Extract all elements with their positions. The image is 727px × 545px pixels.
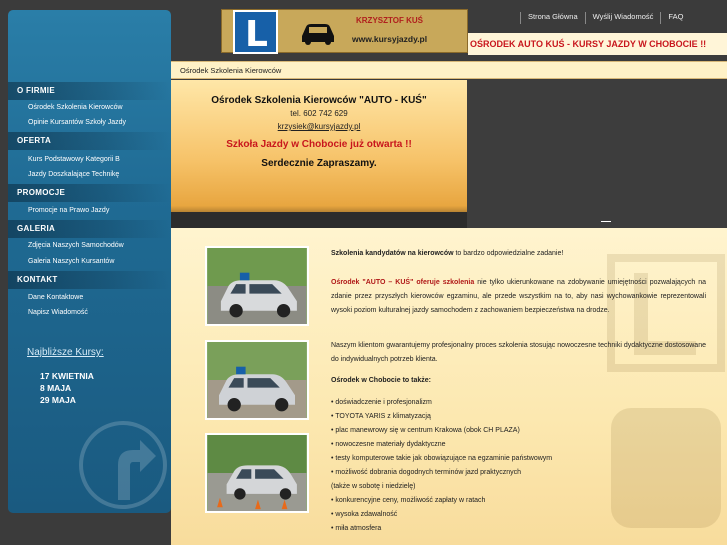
banner-phone: tel. 602 742 629 (290, 109, 348, 118)
list-item: • nowoczesne materiały dydaktyczne (331, 441, 446, 448)
banner-title: Ośrodek Szkolenia Kierowców "AUTO - KUŚ" (211, 95, 427, 106)
car-photo-icon (207, 248, 307, 324)
list-item: • konkurencyjne ceny, możliwość zapłaty w ratach (331, 497, 486, 504)
site-title: OŚRODEK AUTO KUŚ - KURSY JAZDY W CHOBOCIE !! (470, 39, 707, 49)
car-icon (298, 18, 338, 46)
sidebar-item-galeria-kursantow[interactable]: Galeria Naszych Kursantów (28, 258, 115, 265)
guarantee-paragraph: Naszym klientom gwarantujemy profesjonalny proces szkolenia stosując nowoczesne techniki dydaktyczne dostosowane do indywidualnych potrzeb klienta. (331, 342, 706, 363)
offer-paragraph (331, 276, 706, 318)
banner-shadow (171, 212, 467, 228)
sidebar-item-promocje[interactable]: Promocje na Prawo Jazdy (28, 207, 110, 214)
top-nav (520, 12, 690, 24)
logo-brand-text: KRZYSZTOF KUŚ (356, 16, 423, 25)
gallery-photo-car-2[interactable] (205, 340, 309, 420)
breadcrumb (171, 61, 727, 79)
also-title: Ośrodek w Chobocie to także: (331, 377, 431, 384)
courses-title[interactable]: Najbliższe Kursy: (27, 347, 104, 358)
list-item: • wysoka zdawalność (331, 511, 398, 518)
sidebar-section-galeria: GALERIA (8, 220, 171, 238)
sidebar-item-zdjecia[interactable]: Zdjęcia Naszych Samochodów (28, 242, 124, 249)
site-logo[interactable] (221, 9, 468, 53)
sidebar-item-osrodek[interactable]: Ośrodek Szkolenia Kierowców (28, 104, 123, 111)
sidebar-item-jazdy-doszkalajace[interactable]: Jazdy Doszkalające Technikę (28, 171, 120, 178)
gallery-photo-car-1[interactable] (205, 246, 309, 326)
sidebar-item-napisz[interactable]: Napisz Wiadomość (28, 309, 88, 316)
sidebar-item-kurs-podstawowy[interactable]: Kurs Podstawowy Kategorii B (28, 156, 120, 163)
nav-strona-glowna[interactable]: Strona Główna (520, 12, 585, 24)
site-title-bar (468, 33, 727, 55)
sidebar-section-oferta: OFERTA (8, 132, 171, 150)
course-date: 8 MAJA (40, 383, 72, 393)
list-item: • testy komputerowe takie jak obowiązujące na egzaminie państwowym (331, 455, 553, 462)
sidebar (8, 10, 171, 513)
banner-welcome: Serdecznie Zapraszamy. (261, 158, 377, 169)
nav-faq[interactable]: FAQ (660, 12, 690, 24)
car-photo-icon (207, 435, 307, 511)
sidebar-item-dane-kontaktowe[interactable]: Dane Kontaktowe (28, 294, 84, 301)
slideshow-indicator[interactable] (601, 221, 611, 222)
car-photo-icon (207, 342, 307, 418)
offer-rest: nie tylko ukierunkowane na zdobywanie umiejętności pozwalających na zdanie przez przyszłych kierowców egzaminu, ale przede wszystkim na to, aby nasi wychowankowie reprezentowali wysoki poziom kulturalnej jazdy samochodem z zachowaniem bezpieczeństwa na drodze. (331, 279, 706, 314)
list-item: • TOYOTA YARIS z klimatyzacją (331, 413, 431, 420)
course-date: 29 MAJA (40, 395, 76, 405)
list-item: (także w sobotę i niedzielę) (331, 483, 416, 490)
nav-wyslij-wiadomosc[interactable]: Wyślij Wiadomość (585, 12, 661, 24)
sidebar-section-promocje: PROMOCJE (8, 184, 171, 202)
list-item: • możliwość dobrania dogodnych terminów jazd praktycznych (331, 469, 521, 476)
offer-highlight: Ośrodek "AUTO – KUŚ" oferuje szkolenia (331, 279, 475, 286)
gallery-photo-car-3[interactable] (205, 433, 309, 513)
intro-rest: to bardzo odpowiedzialne zadanie! (453, 250, 564, 257)
sidebar-section-o-firmie: O FIRMIE (8, 82, 171, 100)
list-item: • plac manewrowy się w centrum Krakowa (obok CH PLAZA) (331, 427, 520, 434)
list-item: • doświadczenie i profesjonalizm (331, 399, 432, 406)
sidebar-item-opinie[interactable]: Opinie Kursantów Szkoły Jazdy (28, 119, 127, 126)
intro-paragraph (331, 247, 706, 261)
breadcrumb-label: Ośrodek Szkolenia Kierowców (180, 66, 282, 75)
banner-slideshow (467, 80, 727, 228)
banner-email-link[interactable]: krzysiek@kursyjazdy.pl (277, 122, 361, 131)
road-sign-arrow-icon (78, 420, 168, 510)
list-item: • miła atmosfera (331, 525, 382, 532)
banner-open-notice: Szkoła Jazdy w Chobocie już otwarta !! (226, 139, 412, 150)
sidebar-section-kontakt: KONTAKT (8, 271, 171, 289)
course-date: 17 KWIETNIA (40, 371, 94, 381)
intro-bold: Szkolenia kandydatów na kierowców (331, 250, 454, 257)
learner-l-icon: L (233, 10, 278, 54)
logo-url-text: www.kursyjazdy.pl (352, 34, 428, 44)
banner (171, 80, 467, 228)
main-content (171, 228, 727, 545)
